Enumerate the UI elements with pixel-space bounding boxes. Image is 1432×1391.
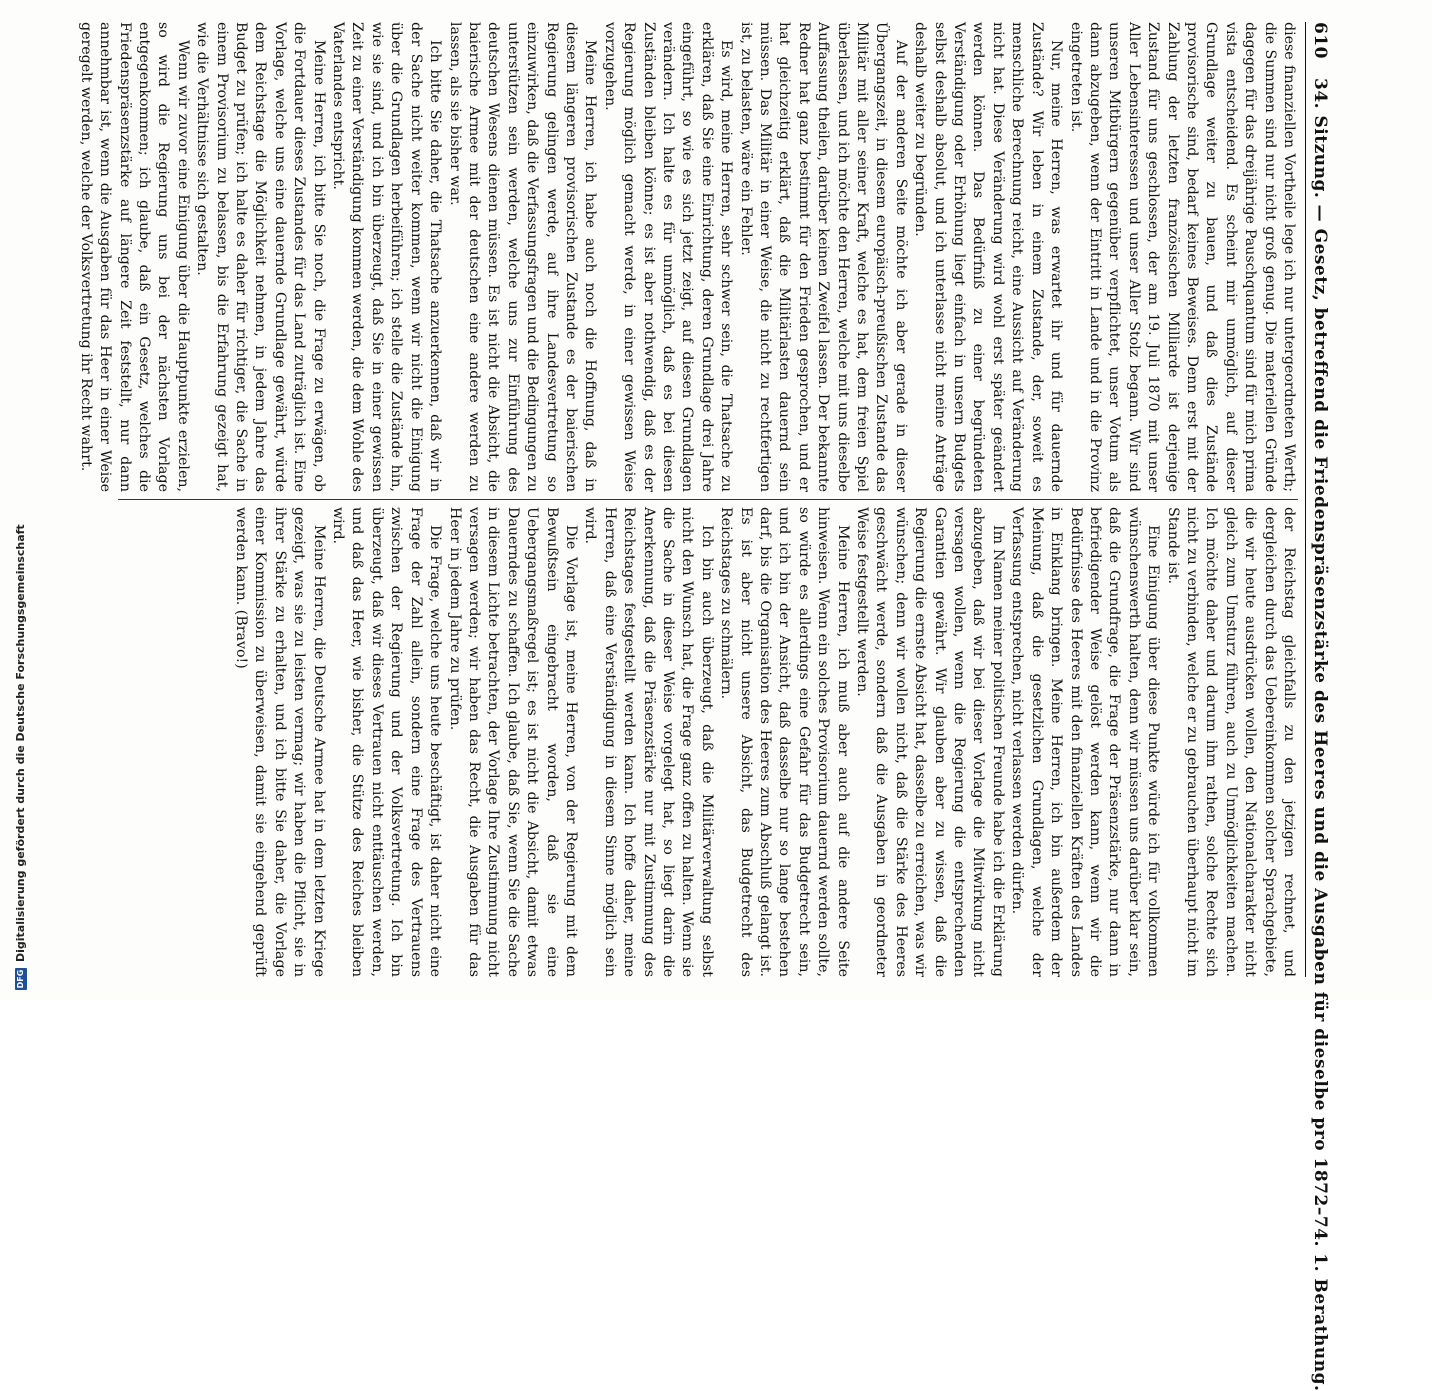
paragraph: Meine Herren, ich habe auch noch die Hoffnung, daß in diesem längeren provisorischen Zustande es der baierischen Regierung gelingen werde, auf ihre Landesvertretung so einzuwirken, daß die Verfassungsfragen und die Bedingungen zu unterstützen sein werden, welche uns zur Einführung des deutschen Wesens dienen müssen. Es ist nicht die Absicht, die baierische Armee mit der deutschen eine andere werden zu lassen, als sie bisher war.: [446, 22, 599, 492]
paragraph: Meine Herren, ich muß aber auch auf die andere Seite hinweisen. Wenn ein solches Provisorium dauernd werden sollte, so würde es allerdings eine Gefahr für das Budgetrecht sein, und ich bin der Ansicht, daß dasselbe nur so lange bestehen darf, bis die Organisation des Heeres zum Abschluß gelangt ist. Es ist aber nicht unsere Absicht, das Budgetrecht des Reichstages zu schmälern.: [718, 507, 851, 977]
text-column-right: [118, 507, 1298, 977]
running-title: 34. Sitzung. — Gesetz, betreffend die Friedenspräsenzstärke des Heeres und die Ausgaben für dieselbe pro 1872–74. 1. Berathung.: [1310, 78, 1330, 1391]
dfg-logo-icon: DFG: [16, 969, 25, 989]
text-column-left: [77, 22, 1298, 492]
paragraph: diese finanziellen Vortheile lege ich nur untergeordneten Werth; die Summen sind nur nicht groß genug. Die materiellen Gründe dagegen für das dreijährige Pauschquantum sind für mich prima vista entscheidend. Es scheint mir unmöglich, auf dieser Grundlage weiter zu bauen, und daß dies Zustände provisorische sind, bedarf keines Beweises. Denn erst mit der Zahlung der letzten französischen Milliarde ist derjenige Zustand für uns geschlossen, der am 19. Juli 1870 mit unser Aller Lebensinteressen und unser Aller Stolz begann. Wir sind unseren Mitbürgern gegenüber verpflichtet, unser Votum als dann abzugeben, wenn der Eintritt in Lande und in die Provinz eingetreten ist.: [1067, 22, 1297, 492]
paragraph: Eine Einigung über diese Punkte würde ich für vollkommen wünschenswerth halten, denn wir müssen uns darüber klar sein, daß die Grundfrage, die Frage der Präsenzstärke, nur dann in befriedigender Weise gelöst werden kann, wenn wir die Bedürfnisse des Heeres mit den finanziellen Kräften des Landes in Einklang bringen. Meine Herren, ich bin außerdem der Meinung, daß die gesetzlichen Grundlagen, welche der Verfassung entsprechen, nicht verlassen werden dürfen.: [1009, 507, 1162, 977]
page-header: [1305, 22, 1332, 1391]
paragraph: Die Frage, welche uns heute beschäftigt, ist daher nicht eine Frage der Zahl allein, sondern eine Frage des Vertrauens zwischen der Regierung und der Volksvertretung. Ich bin überzeugt, daß wir dieses Vertrauen nicht enttäuschen werden, und daß das Heer, wie bisher, die Stütze des Reiches bleiben wird.: [330, 507, 444, 977]
paragraph: Nur, meine Herren, was erwartet ihr und für dauernde Zustände? Wir leben in einem Zustande, der, soweit es menschliche Berechnung reicht, eine Aussicht auf Veränderung nicht hat. Diese Veränderung wird wohl erst später geändert werden können. Das Bedürfniß zu einer begründeten Verständigung oder Erhöhung liegt einfach in unsern Budgets selbst deshalb absolut, und ich unterlasse nicht meine Anträge deshalb weiter zu begründen.: [912, 22, 1065, 492]
paragraph: Ich bin auch überzeugt, daß die Militärverwaltung selbst nicht den Wunsch hat, die Frage ganz offen zu halten. Wenn sie die Sache in dieser Weise vorgelegt hat, so liegt darin die Anerkennung, daß die Präsenzstärke nur mit Zustimmung des Reichstages festgestellt werden kann. Ich hoffe daher, meine Herren, daß eine Verständigung in diesem Sinne möglich sein wird.: [582, 507, 715, 977]
paragraph: Meine Herren, ich bitte Sie noch, die Frage zu erwägen, ob die Fortdauer dieses Zustandes für das Land zuträglich ist. Eine Vorlage, welche uns eine dauernde Grundlage gewährt, würde dem Reichstage die Möglichkeit nehmen, in jedem Jahre das Budget zu prüfen; ich halte es daher für richtiger, die Sache in einem Provisorium zu belassen, bis die Erfahrung gezeigt hat, wie die Verhältnisse sich gestalten.: [194, 22, 327, 492]
paragraph: Wenn wir zuvor eine Einigung über die Hauptpunkte erzielen, so wird die Regierung uns bei der nächsten Vorlage entgegenkommen; ich glaube, daß ein Gesetz, welches die Friedenspräsenzstärke auf längere Zeit feststellt, nur dann annehmbar ist, wenn die Ausgaben für das Heer in einer Weise geregelt werden, welche der Volksvertretung ihr Recht wahrt.: [77, 22, 191, 492]
paragraph: Auf der anderen Seite möchte ich aber gerade in dieser Übergangszeit, in diesem europäisch-preußischen Zustande das Militär mit aller seiner Kraft, welche es hat, dem freien Spiel überlassen, und ich möchte den Herren, welche mit uns dieselbe Auffassung theilen, darüber keinen Zweifel lassen. Der bekannte Redner hat ganz bestimmt für den Frieden gesprochen, und er hat gleichzeitig erklärt, daß die Militärlasten dauernd sein müssen. Das Militär in einer Weise, die nicht zu rechtfertigen ist, zu belasten, wäre ein Fehler.: [737, 22, 909, 492]
credit-text: Digitalisierung gefördert durch die Deutsche Forschungsgemeinschaft: [14, 524, 27, 962]
paragraph: Die Vorlage ist, meine Herren, von der Regierung mit dem Bewußtsein eingebracht worden, daß sie eine Uebergangsmaßregel ist; es ist nicht die Absicht, damit etwas Dauerndes zu schaffen. Ich glaube, daß Sie, wenn Sie die Sache in diesem Lichte betrachten, der Vorlage Ihre Zustimmung nicht versagen werden; wir haben das Recht, die Ausgaben für das Heer in jedem Jahre zu prüfen.: [446, 507, 579, 977]
digitization-credit: [14, 524, 27, 990]
paragraph: Ich bitte Sie daher, die Thatsache anzuerkennen, daß wir in der Sache nicht weiter kommen, wenn wir nicht die Einigung über die Grundlagen herbeiführen; ich stelle die Zustände hin, wie sie sind, und ich bin überzeugt, daß Sie in einer gewissen Zeit zu einer Verständigung kommen werden, die dem Wohle des Vaterlandes entspricht.: [330, 22, 444, 492]
paragraph: Es wird, meine Herren, sehr schwer sein, die Thatsache zu erklären, daß Sie eine Einrichtung, deren Grundlage drei Jahre eingeführt, so wie es sich jetzt zeigt, auf diesen Grundlagen verändern. Ich halte es für unmöglich, daß es bei diesen Zuständen bleiben könne; es ist aber nothwendig, daß es der Regierung möglich gemacht werde, in einer gewissen Weise vorzugehen.: [601, 22, 735, 492]
paragraph: Im Namen meiner politischen Freunde habe ich die Erklärung abzugeben, daß wir bei dieser Vorlage die Mitwirkung nicht versagen wollen, wenn die Regierung die entsprechenden Garantien gewährt. Wir glauben aber zu wissen, daß die Regierung die ernste Absicht hat, dasselbe zu erreichen, was wir wünschen; denn wir wollen nicht, daß die Stärke des Heeres geschwächt werde, sondern daß die Ausgaben in geordneter Weise festgestellt werden.: [854, 507, 1006, 977]
column-divider: [118, 499, 1298, 500]
rotated-page: [77, 22, 1332, 1391]
page-number: 610: [1310, 22, 1330, 59]
paragraph: der Reichstag gleichfalls zu den jetzigen rechnet, und dergleichen durch das Uebereinkommen solcher Sprachgebiete, die wir heute ausdrücken wollen, den Nationalcharakter nicht gleich zum Umsturz führen, auch zu Unmöglichkeiten machen. Ich möchte daher und darum ihm rathen, solche Rechte sich nicht zu verbinden, welche er zu gebrauchen überhaupt nicht im Stande ist.: [1164, 507, 1297, 977]
paragraph: Meine Herren, die Deutsche Armee hat in dem letzten Kriege gezeigt, was sie zu leisten vermag; wir haben die Pflicht, sie in ihrer Stärke zu erhalten, und ich bitte Sie daher, die Vorlage einer Kommission zu überweisen, damit sie eingehend geprüft werden kann. (Bravo!): [233, 507, 327, 977]
